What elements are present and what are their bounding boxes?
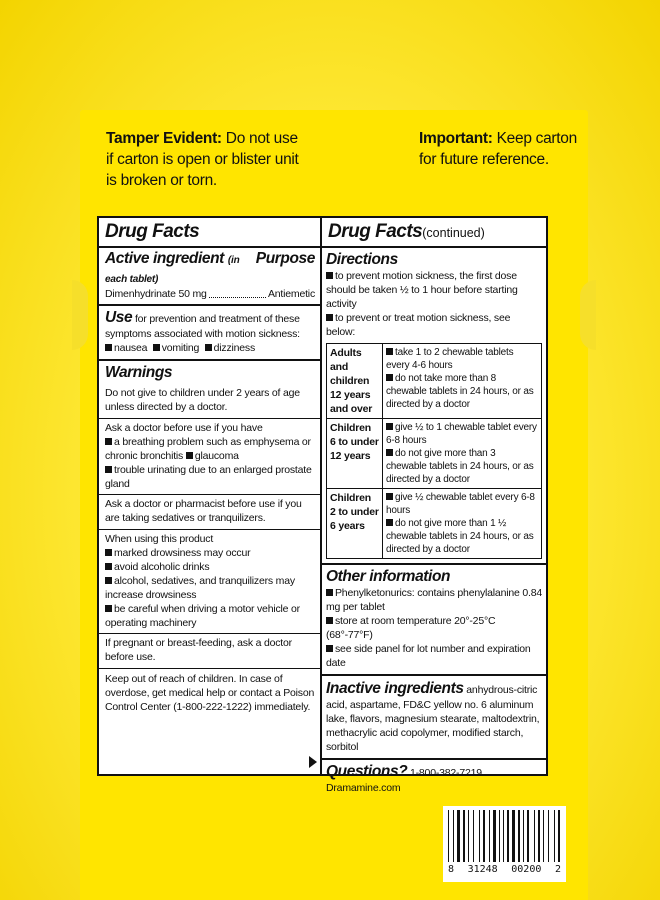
bullet-icon [326,645,333,652]
barcode-bar [470,810,472,862]
age-cell: Children 2 to under 6 years [327,489,383,559]
barcode-bar [512,810,515,862]
other-information-label: Other information [326,568,451,585]
bullet-icon [386,519,393,526]
active-ingredient-section [99,248,321,306]
table-row [327,419,542,489]
ask-pharmacist-section [99,495,321,530]
use-item: nausea [114,342,148,354]
questions-section [322,760,546,797]
barcode-digit: 00200 [511,864,542,875]
bullet-icon [326,589,333,596]
barcode-bar [545,810,547,862]
important-text: Keep carton for future reference. [419,130,577,168]
barcode-bar [491,810,492,862]
use-item: dizziness [213,342,256,354]
age-cell: Children 6 to under 12 years [327,419,383,489]
inactive-ingredients-section [322,676,546,760]
dose-cell [383,419,542,489]
use-label: Use [105,309,133,326]
ingredient-purpose: Antiemetic [267,288,315,300]
barcode-bar [541,810,542,862]
bullet-icon [326,272,333,279]
drug-facts-panel-right [320,216,548,794]
ask-doctor-section [99,419,321,495]
tamper-title: Tamper Evident: [106,130,222,147]
ask-item: glaucoma [194,450,239,462]
barcode-bar [510,810,511,862]
dir-item: to prevent or treat motion sickness, see below: [326,312,511,338]
barcode-bar [507,810,509,862]
barcode-bar [453,810,454,862]
ingredient-name: Dimenhydrinate 50 mg [105,288,207,300]
barcode-bar [481,810,482,862]
drug-facts-heading [99,218,321,248]
bullet-icon [386,493,393,500]
ingredient-row [105,287,315,301]
barcode-bar [468,810,469,862]
purpose-label: Purpose [255,250,315,267]
active-ingredient-sub: (in each tablet) [105,255,240,285]
bullet-icon [105,563,112,570]
questions-label: Questions? [326,763,408,780]
barcode-bar [556,810,557,862]
bullet-icon [205,344,212,351]
age-cell: Adults and children 12 years and over [327,344,383,419]
table-row [327,489,542,559]
barcode-bar [463,810,465,862]
barcode-bar [534,810,535,862]
pregnant-section [99,634,321,669]
drug-facts-panel-left [97,216,323,776]
barcode-bar [455,810,456,862]
barcode-bar [448,810,449,862]
dose-item: give ½ chewable tablet every 6-8 hours [386,492,535,516]
when-using-text: When using this product [105,533,214,545]
directions-section [322,248,546,565]
barcode-bar [548,810,549,862]
barcode-bar [538,810,540,862]
dose-item: do not give more than 3 chewable tablets in 24 hours, or as directed by a doctor [386,448,534,485]
barcode-bar [473,810,474,862]
barcode-bar [499,810,500,862]
use-section [99,306,321,361]
barcode-bar [489,810,490,862]
when-item: be careful when driving a motor vehicle or operating machinery [105,603,300,629]
ask-doctor-text: Ask a doctor before use if you have [105,422,263,434]
bullet-icon [186,452,193,459]
warnings-label: Warnings [105,364,173,381]
table-row [327,344,542,419]
barcode-bar [461,810,462,862]
barcode-bar [497,810,498,862]
drug-facts-title: Drug Facts [105,221,200,242]
carton-notch-left [72,280,88,350]
important-title: Important: [419,130,493,147]
barcode-bar [486,810,488,862]
active-ingredient-label: Active ingredient [105,250,224,267]
barcode-bar [505,810,506,862]
continued-label: (continued) [422,226,485,240]
barcode-bars [448,810,561,862]
dir-item: to prevent motion sickness, the first dose should be taken ½ to 1 hour before starting activity [326,270,518,310]
bullet-icon [326,314,333,321]
barcode-bar [527,810,529,862]
barcode-digits [448,864,561,875]
inactive-ingredients-label: Inactive ingredients [326,680,464,697]
when-item: alcohol, sedatives, and tranquilizers may increase drowsiness [105,575,295,601]
barcode-bar [450,810,452,862]
bullet-icon [386,423,393,430]
use-item: vomiting [161,342,200,354]
barcode-bar [525,810,526,862]
bullet-icon [105,438,112,445]
bullet-icon [105,344,112,351]
barcode-bar [493,810,496,862]
ask-pharmacist-text: Ask a doctor or pharmacist before use if you are taking sedatives or tranquilizers. [105,498,302,524]
pregnant-text: If pregnant or breast-feeding, ask a doctor before use. [105,637,292,663]
dot-leader [209,287,266,298]
other-item: store at room temperature 20°-25°C (68°-77°F) [326,615,496,641]
ask-item: trouble urinating due to an enlarged prostate gland [105,464,312,490]
barcode-bar [503,810,504,862]
dosage-table [326,343,542,559]
barcode-bar [521,810,522,862]
other-item: Phenylketonurics: contains phenylalanine 0.84 mg per tablet [326,587,542,613]
use-text: for prevention and treatment of these symptoms associated with motion sickness: [105,313,300,340]
barcode-bar [558,810,560,862]
bullet-icon [105,605,112,612]
barcode-bar [550,810,553,862]
barcode-bar [536,810,537,862]
other-information-section [322,565,546,676]
barcode-bar [501,810,503,862]
tamper-text: Do not use if carton is open or blister unit is broken or torn. [106,130,299,189]
dose-item: give ½ to 1 chewable tablet every 6-8 hours [386,422,537,446]
barcode-bar [530,810,533,862]
dose-item: do not take more than 8 chewable tablets in 24 hours, or as directed by a doctor [386,373,534,410]
bullet-icon [386,449,393,456]
barcode-bar [466,810,467,862]
dose-cell [383,489,542,559]
barcode-bar [543,810,544,862]
barcode-bar [475,810,478,862]
barcode-digit: 31248 [467,864,498,875]
when-using-section [99,530,321,634]
upc-barcode [443,806,566,882]
other-item: see side panel for lot number and expiration date [326,643,531,669]
barcode-digit: 8 [448,864,455,875]
keep-out-text: Keep out of reach of children. In case of overdose, get medical help or contact a Poison Control Center (1-800-222-1222) immediately. [105,673,315,713]
bullet-icon [105,466,112,473]
dose-cell [383,344,542,419]
barcode-bar [457,810,460,862]
barcode-bar [479,810,480,862]
ask-item: a breathing problem such as emphysema or chronic bronchitis [105,436,311,462]
important-note [419,128,579,170]
carton-notch-right [580,280,596,350]
barcode-bar [554,810,555,862]
bullet-icon [386,348,393,355]
questions-text: 1-800-382-7219 Dramamine.com [326,767,482,794]
bullet-icon [105,577,112,584]
bullet-icon [326,617,333,624]
barcode-bar [518,810,520,862]
barcode-bar [483,810,485,862]
continue-arrow-icon [309,756,317,768]
tamper-evident-note [106,128,306,191]
dose-item: take 1 to 2 chewable tablets every 4-6 hours [386,347,514,371]
warn-children-text: Do not give to children under 2 years of age unless directed by a doctor. [105,387,300,413]
barcode-bar [516,810,517,862]
directions-label: Directions [326,251,398,268]
when-item: marked drowsiness may occur [114,547,251,559]
bullet-icon [105,549,112,556]
warnings-children [99,361,321,419]
inactive-ingredients-text: anhydrous-citric acid, aspartame, FD&C yellow no. 6 aluminum lake, flavors, magnesium stearate, maltodextrin, methacrylic acid copolymer, modified starch, sorbitol [326,684,540,753]
bullet-icon [153,344,160,351]
drug-facts-title: Drug Facts [328,221,423,242]
drug-facts-continued-heading [322,218,546,248]
dose-item: do not give more than 1 ½ chewable tablets in 24 hours, or as directed by a doctor [386,518,534,555]
when-item: avoid alcoholic drinks [114,561,210,573]
barcode-digit: 2 [554,864,561,875]
keep-out-section [99,669,321,717]
barcode-bar [523,810,524,862]
bullet-icon [386,374,393,381]
